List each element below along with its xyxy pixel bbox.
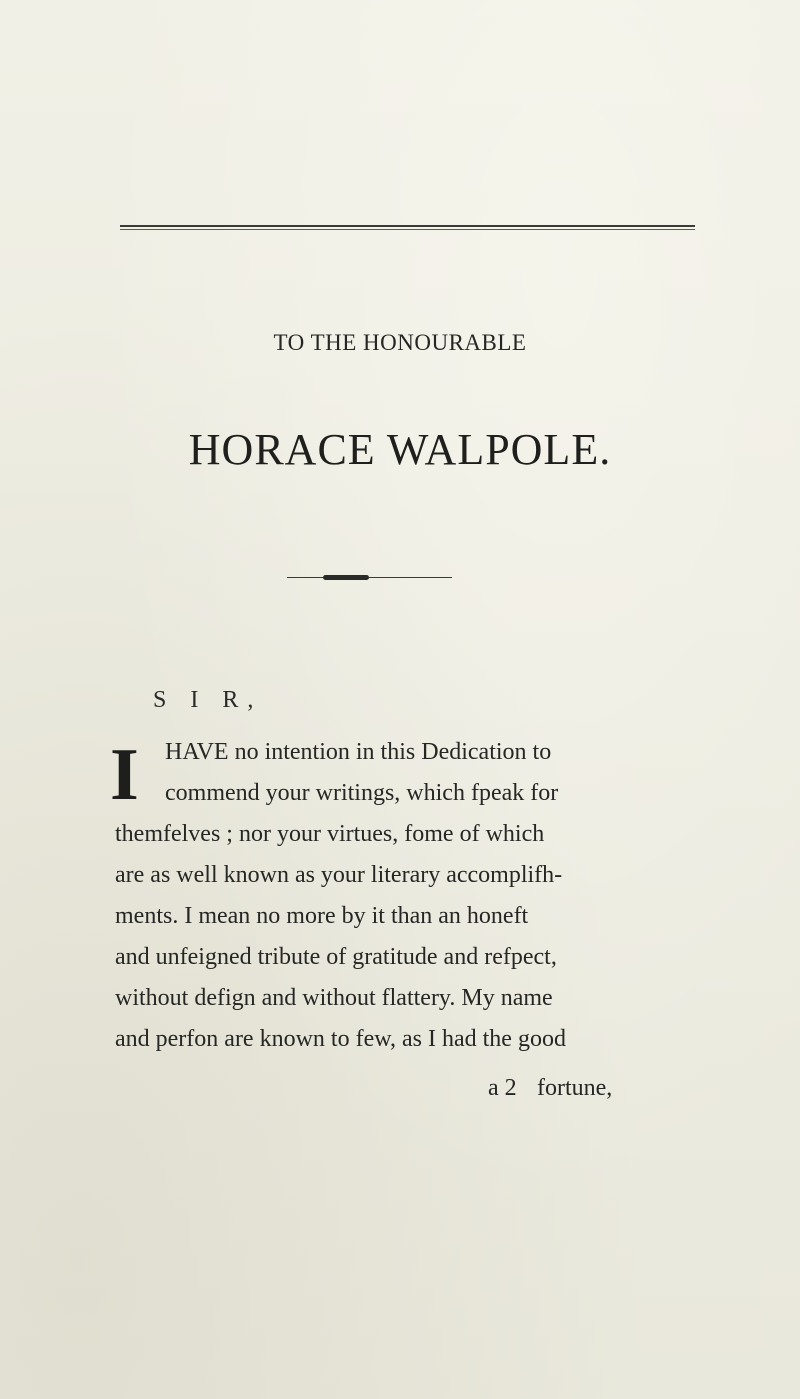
body-line-2: commend your writings, which fpeak for <box>165 780 559 806</box>
body-line-8: and perfon are known to few, as I had the good <box>115 1026 566 1052</box>
signature-mark: a 2 <box>488 1075 517 1101</box>
body-line-6: and unfeigned tribute of gratitude and refpect, <box>115 944 557 970</box>
body-line-4: are as well known as your literary accomplifh- <box>115 862 563 888</box>
dedication-heading: TO THE HONOURABLE <box>273 330 527 355</box>
dedicatee-name: HORACE WALPOLE. <box>188 425 612 474</box>
salutation: S I R, <box>153 687 263 713</box>
drop-cap: I <box>110 734 139 816</box>
catchword: fortune, <box>537 1075 613 1101</box>
body-line-5: ments. I mean no more by it than an honeft <box>115 903 529 929</box>
body-line-1: HAVE no intention in this Dedication to <box>165 739 552 765</box>
body-line-7: without defign and without flattery. My name <box>115 985 553 1011</box>
body-line-3: themfelves ; nor your virtues, fome of which <box>115 821 545 847</box>
